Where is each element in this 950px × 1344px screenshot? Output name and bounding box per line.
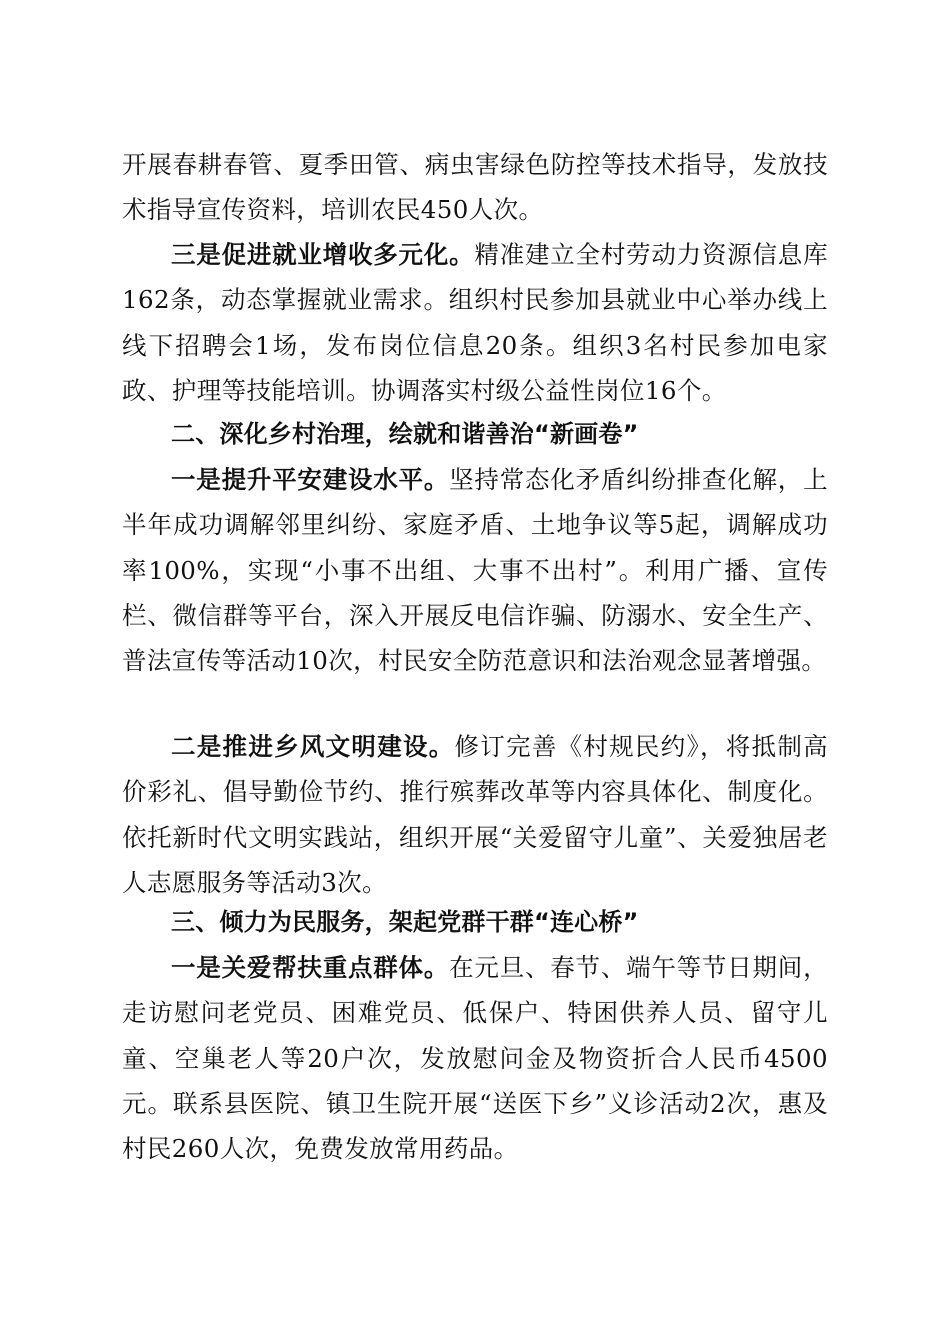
paragraph-lead: 二是推进乡风文明建设。 xyxy=(171,732,455,761)
paragraph-agri-training xyxy=(122,142,828,233)
paragraph-text: 开展春耕春管、夏季田管、病虫害绿色防控等技术指导，发放技术指导宣传资料，培训农民450人次。 xyxy=(122,150,828,225)
paragraph-text: 坚持常态化矛盾纠纷排查化解，上半年成功调解邻里纠纷、家庭矛盾、土地争议等5起，调解成功率100%，实现“小事不出组、大事不出村”。利用广播、宣传栏、微信群等平台，深入开展反电信诈骗、防溺水、安全生产、普法宣传等活动10次，村民安全防范意识和法治观念显著增强。 xyxy=(122,465,828,676)
paragraph-safety xyxy=(122,457,828,683)
paragraph-assistance xyxy=(122,945,828,1171)
paragraph-text: 精准建立全村劳动力资源信息库162条，动态掌握就业需求。组织村民参加县就业中心举办线上线下招聘会1场，发布岗位信息20条。组织3名村民参加电家政、护理等技能培训。协调落实村级公益性岗位16个。 xyxy=(122,240,828,405)
paragraph-text: 在元旦、春节、端午等节日期间，走访慰问老党员、困难党员、低保户、特困供养人员、留守儿童、空巢老人等20户次，发放慰问金及物资折合人民币4500元。联系县医院、镇卫生院开展“送医下乡”义诊活动2次，惠及村民260人次，免费发放常用药品。 xyxy=(122,953,828,1164)
paragraph-lead: 三是促进就业增收多元化。 xyxy=(171,240,475,269)
section-heading-service: 三、倾力为民服务，架起党群干群“连心桥” xyxy=(171,908,639,936)
paragraph-lead: 一是关爱帮扶重点群体。 xyxy=(171,953,450,982)
paragraph-lead: 一是提升平安建设水平。 xyxy=(171,465,450,494)
section-heading-governance: 二、深化乡村治理，绘就和谐善治“新画卷” xyxy=(171,420,639,448)
paragraph-text: 修订完善《村规民约》，将抵制高价彩礼、倡导勤俭节约、推行殡葬改革等内容具体化、制度化。依托新时代文明实践站，组织开展“关爱留守儿童”、关爱独居老人志愿服务等活动3次。 xyxy=(122,732,828,897)
paragraph-civility xyxy=(122,724,828,905)
paragraph-employment xyxy=(122,232,828,413)
